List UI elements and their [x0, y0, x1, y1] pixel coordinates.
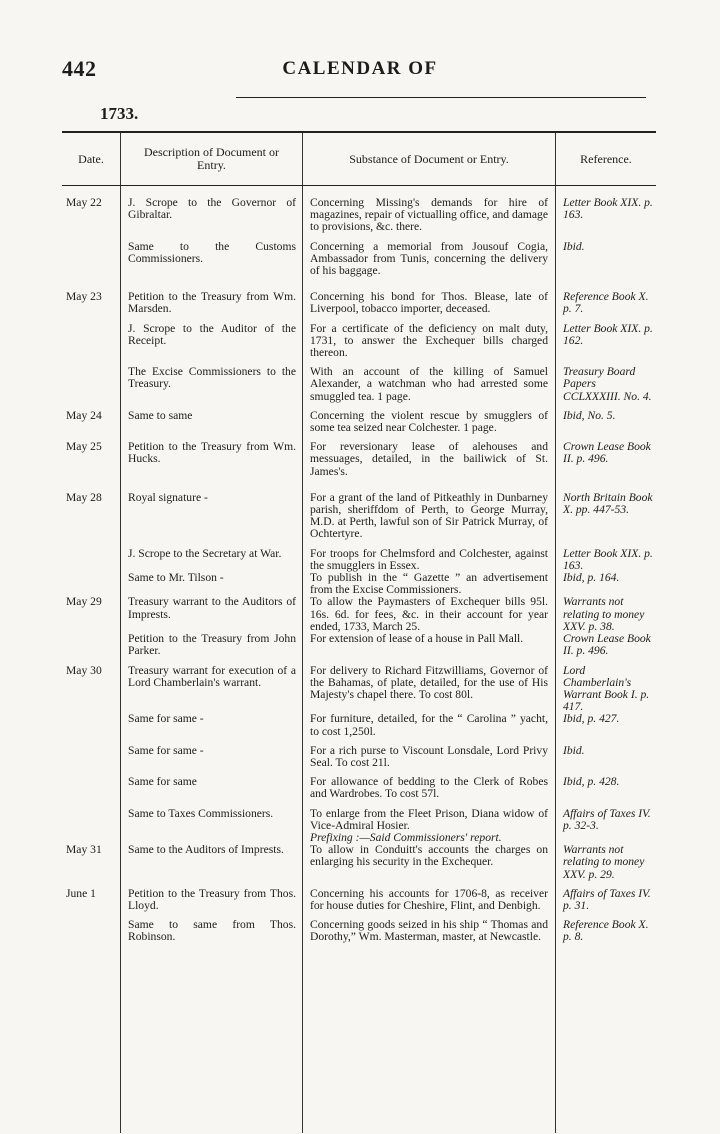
page-number: 442 — [62, 56, 97, 81]
entry-description: J. Scrope to the Secretary at War. — [128, 546, 282, 560]
entry-description: Same to same — [128, 408, 193, 422]
entry-reference: North Britain Book X. pp. 447-53. — [563, 490, 653, 517]
entry-date: May 30 — [66, 663, 102, 677]
entry-substance: To publish in the “ Gazette ” an advertisement from the Excise Commissioners. — [310, 571, 548, 597]
entry-row — [62, 291, 656, 315]
entry-row — [62, 441, 656, 478]
entry-substance: For a rich purse to Viscount Lonsdale, Lord Privy Seal. To cost 21l. — [310, 743, 548, 769]
entry-date: June 1 — [66, 886, 96, 900]
entry-description: Petition to the Treasury from Thos. Lloyd. — [128, 886, 296, 912]
entry-substance: For a certificate of the deficiency on malt duty, 1731, to answer the Exchequer bills charged thereon. — [310, 321, 548, 360]
entry-row — [62, 197, 656, 234]
entry-substance: For allowance of bedding to the Clerk of Robes and Wardrobes. To cost 57l. — [310, 775, 548, 801]
entry-description: Treasury warrant to the Auditors of Imprests. — [128, 595, 296, 621]
entry-date — [62, 241, 120, 278]
entry-reference: Lord Chamberlain's Warrant Book I. p. 417. — [563, 663, 650, 714]
entry-description: Treasury warrant for execution of a Lord Chamberlain's warrant. — [128, 663, 296, 689]
title-rule — [236, 97, 646, 98]
entry-reference: Reference Book X. p. 8. — [563, 918, 649, 944]
entry-description: J. Scrope to the Governor of Gibraltar. — [128, 196, 296, 222]
entry-substance: With an account of the killing of Samuel Alexander, a watchman who had arrested some smuggled tea. 1 page. — [310, 365, 548, 403]
entry-description: Same to same from Thos. Robinson. — [128, 918, 296, 944]
entry-substance-block — [302, 808, 555, 845]
entry-row — [62, 745, 656, 769]
entry-row — [62, 572, 656, 596]
entry-description: Same for same - — [128, 712, 204, 726]
header-rule — [62, 185, 656, 186]
entry-substance: Concerning his bond for Thos. Blease, late of Liverpool, tobacco importer, deceased. — [310, 290, 548, 316]
entry-substance: To enlarge from the Fleet Prison, Diana widow of Vice-Admiral Hosier. — [310, 806, 548, 832]
entry-date: May 31 — [66, 843, 102, 857]
entry-row — [62, 713, 656, 737]
entry-description: Petition to the Treasury from Wm. Hucks. — [128, 440, 296, 466]
entry-description: Same to Mr. Tilson - — [128, 571, 224, 585]
entry-row — [62, 808, 656, 845]
entry-substance: Concerning goods seized in his ship “ Thomas and Dorothy,” Wm. Masterman, master, at Newcastle. — [310, 918, 548, 944]
year-heading: 1733. — [100, 104, 139, 123]
entry-substance: For furniture, detailed, for the “ Carolina ” yacht, to cost 1,250l. — [310, 712, 548, 738]
entry-reference: Ibid, p. 428. — [563, 775, 620, 789]
entry-description: Same to the Auditors of Imprests. — [128, 843, 284, 857]
column-header-reference: Reference. — [580, 151, 632, 166]
entry-substance: Concerning Missing's demands for hire of magazines, repair of victualling office, and damage to provisions, &c. there. — [310, 196, 549, 234]
entry-date — [62, 808, 120, 845]
entry-row — [62, 596, 656, 633]
entry-reference: Ibid, p. 164. — [563, 571, 620, 585]
entry-row — [62, 633, 656, 657]
entry-substance: For extension of lease of a house in Pall Mall. — [310, 632, 524, 646]
entry-date: May 24 — [66, 408, 102, 422]
entry-substance: Concerning the violent rescue by smugglers of some tea seized near Colchester. 1 page. — [310, 408, 548, 435]
entry-date — [62, 919, 120, 943]
entry-reference: Affairs of Taxes IV. p. 32-3. — [563, 806, 651, 832]
entry-substance: To allow in Conduitt's accounts the charges on enlarging his security in the Exchequer. — [310, 843, 548, 869]
entry-reference: Reference Book X. p. 7. — [563, 290, 649, 316]
entry-substance: To allow the Paymasters of Exchequer bills 95l. 16s. 6d. for fees, &c. in their account for year ended, 1733, March 25. — [310, 595, 548, 633]
entry-substance: For reversionary lease of alehouses and messuages, detailed, in the bailiwick of St. James's. — [310, 440, 548, 478]
entry-reference: Affairs of Taxes IV. p. 31. — [563, 886, 651, 912]
entry-reference: Warrants not relating to money XXV. p. 38. — [563, 595, 645, 633]
entry-date — [62, 745, 120, 769]
entry-reference: Ibid. — [563, 743, 585, 757]
entry-date: May 28 — [66, 490, 102, 504]
entry-substance: For delivery to Richard Fitzwilliams, Governor of the Bahamas, of plate, detailed, for the use of His Majesty's chapel there. To cost 80l. — [310, 663, 548, 701]
column-header-substance: Substance of Document or Entry. — [349, 151, 509, 166]
entry-reference: Ibid. — [563, 239, 585, 253]
entry-reference: Warrants not relating to money XXV. p. 29. — [563, 843, 645, 881]
entry-date: May 29 — [66, 595, 102, 609]
entry-date — [62, 776, 120, 800]
entry-date — [62, 323, 120, 360]
entry-date — [62, 713, 120, 737]
entry-description: The Excise Commissioners to the Treasury. — [128, 365, 296, 391]
entry-description: J. Scrope to the Auditor of the Receipt. — [128, 321, 296, 347]
running-title: CALENDAR OF — [282, 58, 438, 79]
entry-date: May 25 — [66, 440, 102, 454]
entry-reference: Letter Book XIX. p. 163. — [563, 196, 653, 222]
entry-description: Same for same — [128, 775, 197, 789]
entry-reference: Crown Lease Book II. p. 496. — [563, 440, 651, 466]
entry-description: Petition to the Treasury from John Parker. — [128, 632, 296, 658]
entry-date — [62, 366, 120, 403]
entry-row — [62, 492, 656, 541]
entry-date — [62, 633, 120, 657]
entry-row — [62, 548, 656, 572]
entry-row — [62, 919, 656, 943]
entry-row — [62, 410, 656, 434]
entry-row — [62, 366, 656, 403]
entry-date — [62, 572, 120, 596]
column-header-description: Description of Document or Entry. — [144, 145, 279, 172]
entry-date: May 23 — [66, 290, 102, 304]
entry-substance: For a grant of the land of Pitkeathly in Dunbarney parish, sheriffdom of Perth, to George Murray, M.D. at Perth, lawful son of Sir Patrick Murray, of Ochtertyre. — [310, 490, 548, 541]
entry-substance: Concerning a memorial from Jousouf Cogia, Ambassador from Tunis, concerning the delivery of his baggage. — [310, 239, 548, 278]
entry-row — [62, 844, 656, 881]
entry-reference: Ibid, p. 427. — [563, 712, 620, 726]
entry-row — [62, 665, 656, 714]
entry-reference: Letter Book XIX. p. 162. — [563, 321, 653, 347]
entry-reference: Crown Lease Book II. p. 496. — [563, 632, 651, 658]
entry-row — [62, 888, 656, 912]
entry-substance: For troops for Chelmsford and Colchester, against the smugglers in Essex. — [310, 546, 548, 572]
entry-reference: Treasury Board Papers CCLXXXIII. No. 4. — [563, 365, 652, 403]
entry-reference: Ibid, No. 5. — [563, 408, 616, 422]
entry-row — [62, 241, 656, 278]
entry-description: Same for same - — [128, 743, 204, 757]
entry-description: Royal signature - — [128, 490, 208, 504]
entry-description: Same to Taxes Commissioners. — [128, 806, 274, 820]
entry-note: Prefixing :—Said Commissioners' report. — [310, 830, 502, 844]
entry-list — [62, 197, 656, 944]
column-header-date: Date. — [78, 151, 104, 166]
entry-date — [62, 548, 120, 572]
entry-row — [62, 323, 656, 360]
entry-date: May 22 — [66, 196, 102, 209]
entry-row — [62, 776, 656, 800]
entry-description: Same to the Customs Commissioners. — [128, 239, 296, 265]
entry-reference: Letter Book XIX. p. 163. — [563, 546, 653, 572]
entry-substance: Concerning his accounts for 1706-8, as receiver for house duties for Cheshire, Flint, and Denbigh. — [310, 886, 548, 912]
entry-description: Petition to the Treasury from Wm. Marsden. — [128, 290, 296, 316]
